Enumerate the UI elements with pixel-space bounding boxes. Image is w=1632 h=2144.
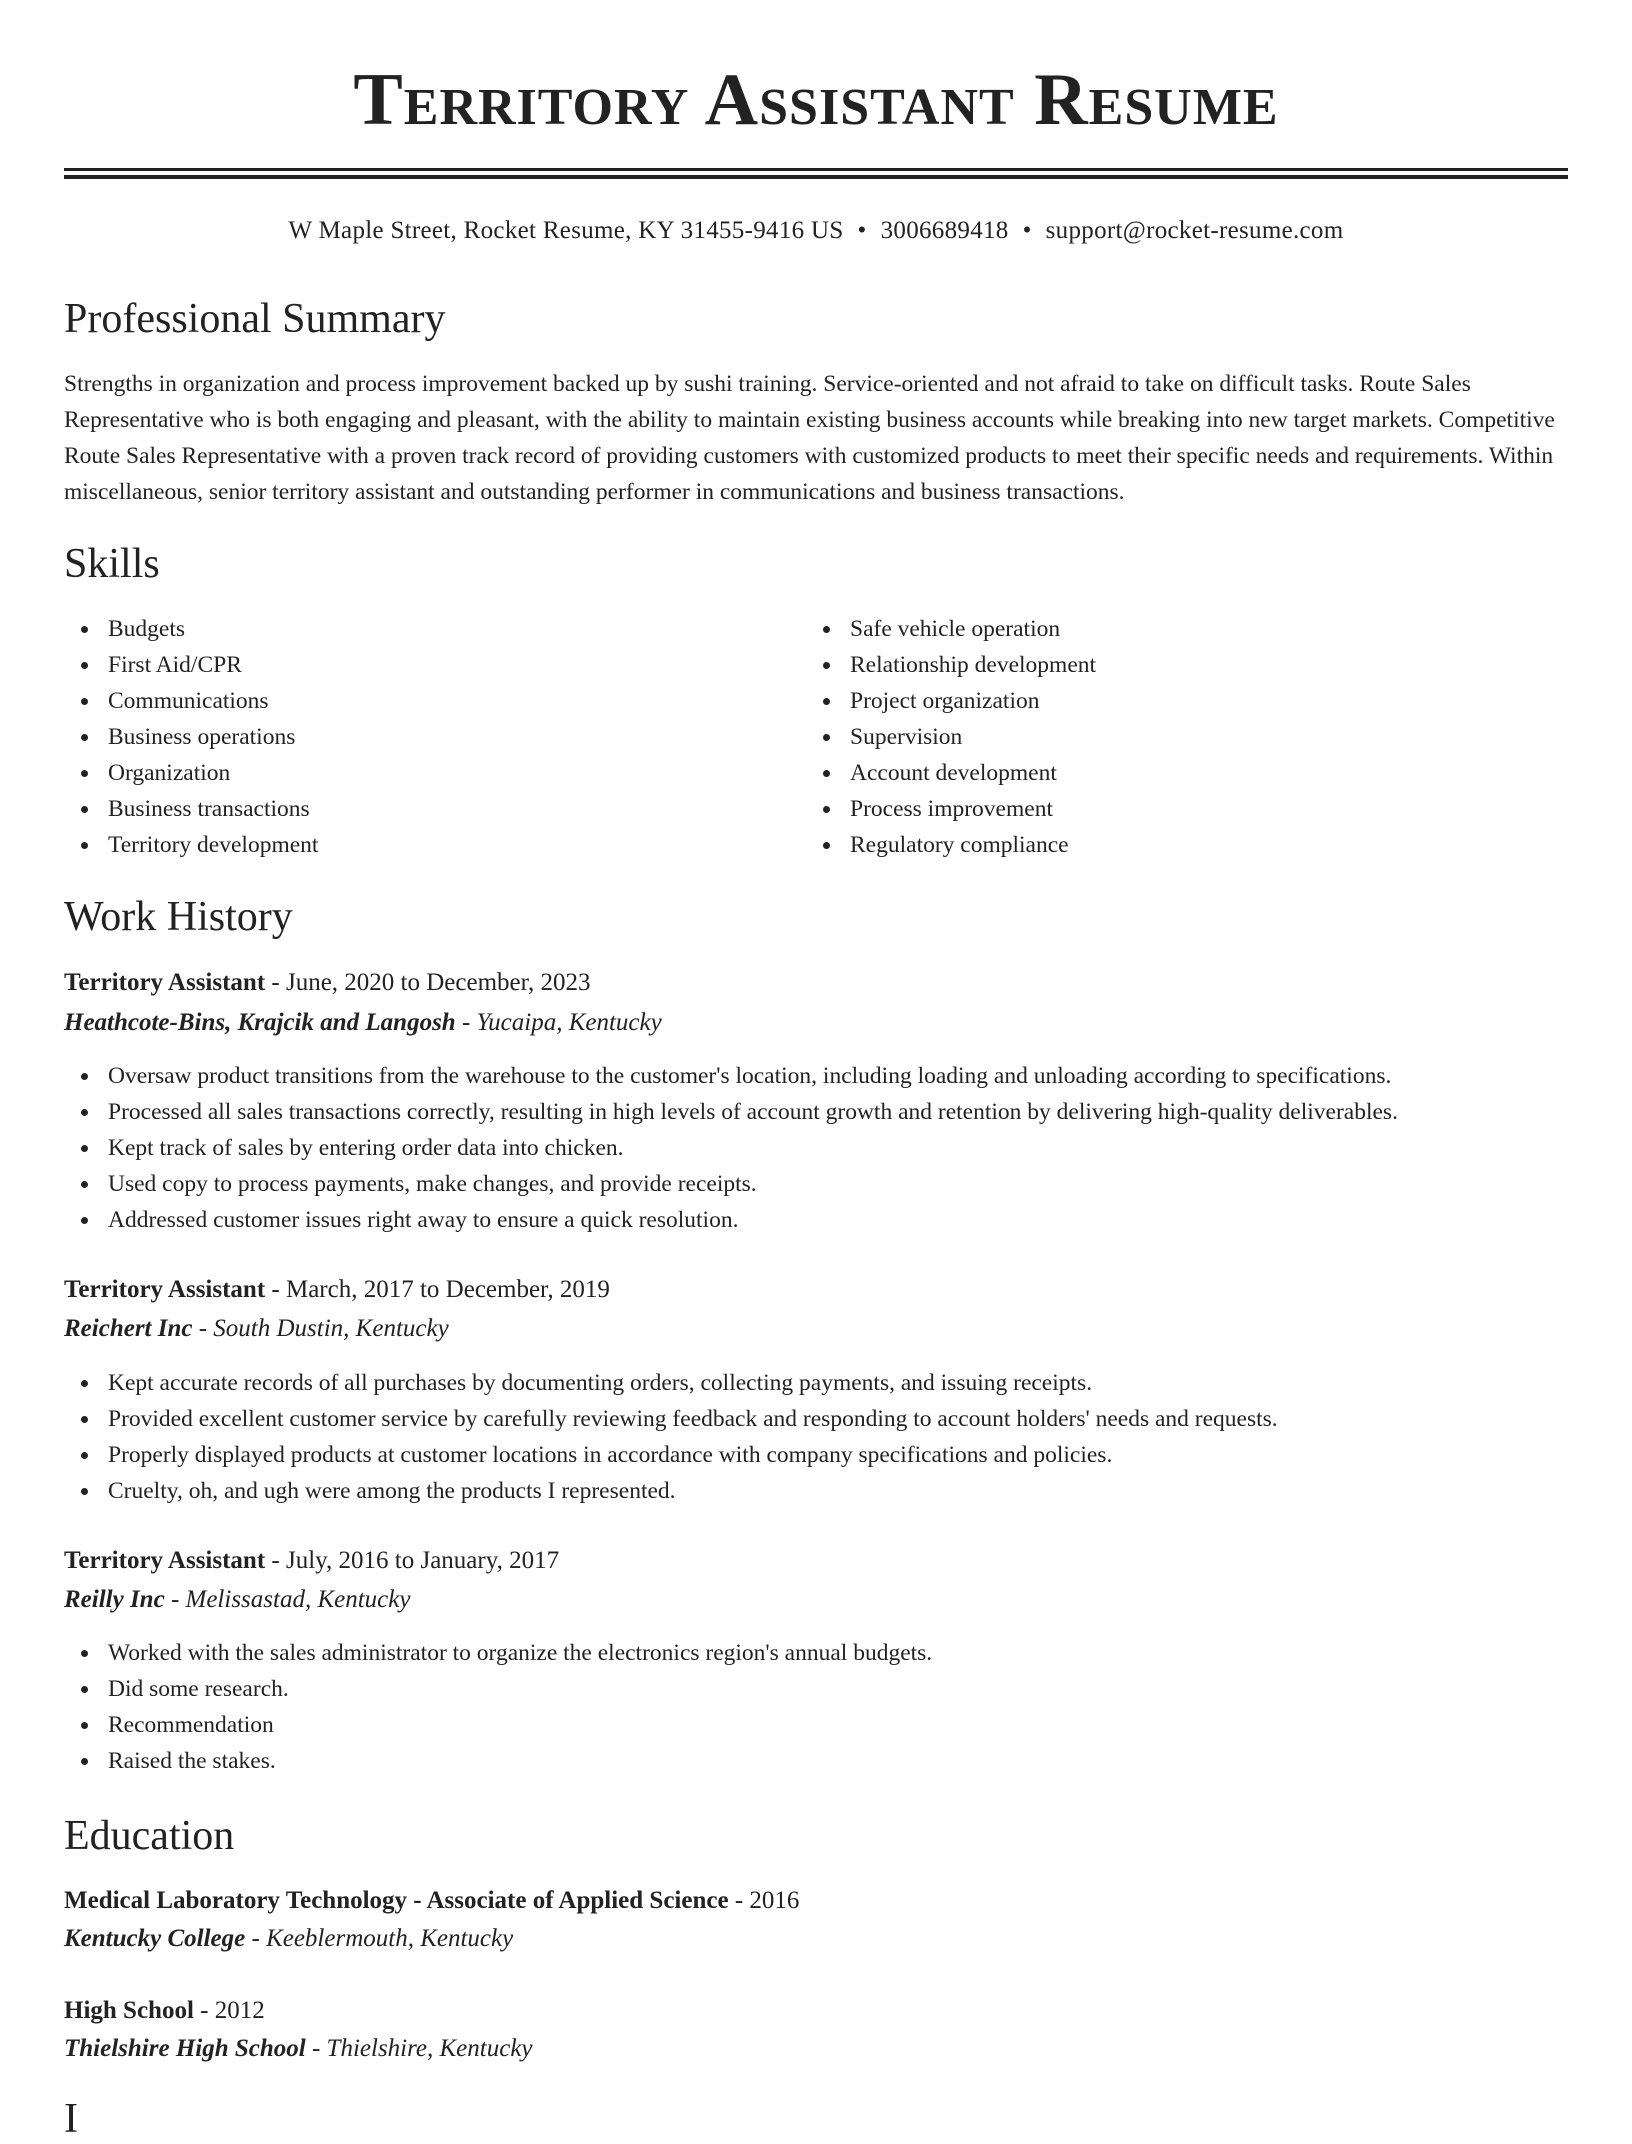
education-degree: High School: [64, 1997, 194, 2024]
education-school-line: Thielshire High School - Thielshire, Kentucky: [64, 2035, 533, 2062]
education-heading: Education: [64, 1813, 235, 1859]
education-degree-line: Medical Laboratory Technology - Associate of Applied Science - 2016: [64, 1887, 800, 1914]
resume-title: Territory Assistant Resume: [353, 59, 1279, 141]
education-year: 2016: [749, 1887, 800, 1914]
skill-item: Relationship development: [806, 647, 1096, 683]
job-title-line: Territory Assistant - June, 2020 to December, 2023: [64, 969, 591, 996]
job-bullet: Cruelty, oh, and ugh were among the products I represented.: [64, 1473, 1278, 1509]
job-bullet: Processed all sales transactions correctly, resulting in high levels of account growth and retention by delivering high-quality deliverables.: [64, 1094, 1398, 1130]
education-school: Kentucky College: [64, 1925, 246, 1952]
job-title: Territory Assistant: [64, 1547, 266, 1574]
job-bullets: [64, 1365, 1278, 1509]
skill-item: First Aid/CPR: [64, 647, 318, 683]
skill-item: Account development: [806, 755, 1096, 791]
job-bullets: [64, 1635, 932, 1779]
job-location: South Dustin, Kentucky: [213, 1315, 449, 1342]
contact-address: W Maple Street, Rocket Resume, KY 31455-9416 US: [288, 217, 844, 244]
title-divider-thin: [64, 168, 1568, 171]
next-section-heading-partial: I: [64, 2096, 78, 2142]
job-bullet: Kept accurate records of all purchases by documenting orders, collecting payments, and issuing receipts.: [64, 1365, 1278, 1401]
education-school-line: Kentucky College - Keeblermouth, Kentucky: [64, 1925, 514, 1952]
skill-item: Safe vehicle operation: [806, 611, 1096, 647]
education-location: Thielshire, Kentucky: [326, 2035, 533, 2062]
job-company-line: Heathcote-Bins, Krajcik and Langosh - Yucaipa, Kentucky: [64, 1009, 662, 1036]
job-bullet: Addressed customer issues right away to ensure a quick resolution.: [64, 1202, 1398, 1238]
job-bullet: Properly displayed products at customer locations in accordance with company specifications and policies.: [64, 1437, 1278, 1473]
title-divider-thick: [64, 175, 1568, 179]
skill-item: Business operations: [64, 719, 318, 755]
job-title: Territory Assistant: [64, 1276, 266, 1303]
contact-phone: 3006689418: [880, 217, 1009, 244]
job-dates: June, 2020 to December, 2023: [285, 969, 591, 996]
skill-item: Project organization: [806, 683, 1096, 719]
education-location: Keeblermouth, Kentucky: [266, 1925, 514, 1952]
job-bullet: Used copy to process payments, make changes, and provide receipts.: [64, 1166, 1398, 1202]
skill-item: Regulatory compliance: [806, 827, 1096, 863]
job-bullet: Provided excellent customer service by carefully reviewing feedback and responding to account holders' needs and requests.: [64, 1401, 1278, 1437]
job-title-line: Territory Assistant - March, 2017 to December, 2019: [64, 1276, 610, 1303]
work-history-heading: Work History: [64, 894, 293, 940]
job-company-line: Reichert Inc - South Dustin, Kentucky: [64, 1315, 449, 1342]
skill-item: Budgets: [64, 611, 318, 647]
education-school: Thielshire High School: [64, 2035, 306, 2062]
job-dates: July, 2016 to January, 2017: [285, 1547, 560, 1574]
job-bullet: Kept track of sales by entering order data into chicken.: [64, 1130, 1398, 1166]
skill-item: Business transactions: [64, 791, 318, 827]
skill-item: Organization: [64, 755, 318, 791]
job-company-line: Reilly Inc - Melissastad, Kentucky: [64, 1586, 411, 1613]
job-bullet: Recommendation: [64, 1707, 932, 1743]
summary-heading: Professional Summary: [64, 296, 446, 342]
contact-separator: •: [857, 217, 867, 244]
job-company: Reilly Inc: [64, 1586, 165, 1613]
job-title: Territory Assistant: [64, 969, 266, 996]
job-location: Melissastad, Kentucky: [185, 1586, 411, 1613]
summary-text: Strengths in organization and process improvement backed up by sushi training. Service-oriented and not afraid to take on difficult tasks. Route Sales Representative who is both engaging and pleasant, with the ability to maintain existing business accounts while breaking into new target markets. Competitive Route Sales Representative with a proven track record of providing customers with customized products to meet their specific needs and requirements. Within miscellaneous, senior territory assistant and outstanding performer in communications and business transactions.: [64, 371, 1555, 505]
job-dates: March, 2017 to December, 2019: [285, 1276, 610, 1303]
education-degree-line: High School - 2012: [64, 1997, 265, 2024]
skill-item: Supervision: [806, 719, 1096, 755]
contact-line: [64, 214, 1568, 248]
skills-list-right: [806, 611, 1096, 863]
job-bullet: Raised the stakes.: [64, 1743, 932, 1779]
contact-email: support@rocket-resume.com: [1045, 217, 1344, 244]
job-bullets: [64, 1058, 1398, 1238]
education-year: 2012: [214, 1997, 265, 2024]
contact-separator: •: [1022, 217, 1032, 244]
job-bullet: Worked with the sales administrator to organize the electronics region's annual budgets.: [64, 1635, 932, 1671]
job-bullet: Did some research.: [64, 1671, 932, 1707]
education-degree: Medical Laboratory Technology - Associate of Applied Science: [64, 1887, 729, 1914]
job-company: Reichert Inc: [64, 1315, 193, 1342]
skill-item: Process improvement: [806, 791, 1096, 827]
skills-list-left: [64, 611, 318, 863]
skills-heading: Skills: [64, 541, 160, 587]
skill-item: Communications: [64, 683, 318, 719]
job-company: Heathcote-Bins, Krajcik and Langosh: [64, 1009, 456, 1036]
job-title-line: Territory Assistant - July, 2016 to January, 2017: [64, 1547, 560, 1574]
skill-item: Territory development: [64, 827, 318, 863]
job-bullet: Oversaw product transitions from the warehouse to the customer's location, including loading and unloading according to specifications.: [64, 1058, 1398, 1094]
job-location: Yucaipa, Kentucky: [476, 1009, 662, 1036]
